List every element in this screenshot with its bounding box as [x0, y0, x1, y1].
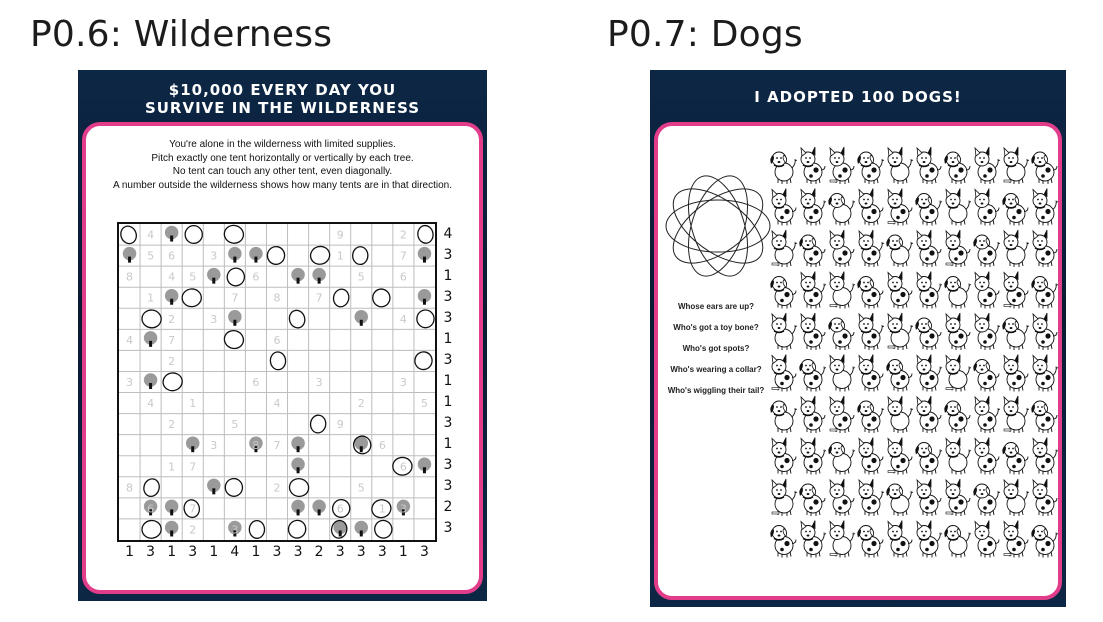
tree-icon — [291, 268, 304, 284]
column-clue: 3 — [272, 544, 282, 560]
dog-icon — [888, 147, 913, 184]
column-clue: 1 — [398, 544, 408, 560]
dog-icon — [801, 147, 825, 184]
question-label: Whose ears are up? — [677, 302, 755, 311]
dog-icon — [944, 401, 970, 433]
tree-icon — [291, 458, 304, 474]
tent-mark — [352, 246, 368, 264]
row-clue: 1 — [443, 373, 453, 389]
tent-mark — [287, 308, 306, 329]
faint-digit: 4 — [147, 397, 155, 411]
dog-icon — [946, 355, 971, 392]
dog-icon — [975, 189, 999, 226]
dog-icon — [973, 484, 1000, 516]
tree-icon — [123, 247, 136, 263]
faint-digit: 8 — [126, 481, 134, 495]
dog-icon — [917, 355, 942, 392]
dog-icon — [830, 272, 855, 309]
dog-icon — [772, 355, 796, 392]
dog-icon — [888, 189, 912, 226]
dog-icon — [1031, 526, 1058, 558]
faint-digit: 3 — [210, 249, 218, 263]
venn-diagram — [660, 168, 776, 284]
dog-icon — [1033, 313, 1057, 350]
dog-icon — [830, 147, 854, 184]
faint-digit: 6 — [336, 502, 344, 516]
tent-mark — [185, 225, 203, 244]
row-clue: 3 — [443, 351, 453, 368]
faint-digit: 8 — [273, 291, 281, 305]
tent-mark — [332, 288, 351, 309]
row-clue: 3 — [443, 457, 453, 474]
poster-title: I ADOPTED 100 DOGS! — [754, 88, 962, 106]
dog-icon — [828, 443, 855, 475]
dogs-poster — [650, 70, 1066, 607]
dog-icon — [857, 152, 884, 184]
dog-icon — [859, 438, 883, 475]
panel-heading: P0.7: Dogs — [607, 14, 803, 55]
faint-digit: 6 — [252, 270, 260, 284]
column-clue: 1 — [125, 544, 134, 560]
faint-digit: 3 — [210, 439, 218, 453]
tree-icon — [144, 373, 157, 389]
tree-icon — [355, 310, 368, 326]
dog-icon — [1031, 152, 1057, 184]
faint-digit: 4 — [273, 397, 281, 411]
tree-icon — [291, 500, 304, 516]
tent-mark — [222, 328, 246, 351]
faint-digit: 6 — [378, 439, 386, 453]
panel-heading: P0.6: Wilderness — [30, 14, 333, 55]
row-clue: 3 — [443, 478, 453, 495]
dog-icon — [801, 272, 826, 309]
dog-icon — [859, 230, 884, 267]
dog-icon — [828, 318, 854, 350]
column-clue: 1 — [251, 544, 261, 560]
column-clue: 3 — [356, 544, 366, 560]
dog-icon — [830, 521, 855, 558]
tent-mark — [142, 477, 162, 498]
instruction-line: No tent can touch any other tent, even diagonally. — [172, 166, 393, 177]
dog-icon — [975, 272, 999, 309]
dog-icon — [915, 318, 941, 350]
tent-mark — [249, 520, 264, 538]
dog-icon — [1033, 479, 1057, 516]
tent-mark — [417, 310, 434, 328]
row-clue: 3 — [443, 288, 453, 305]
dog-icon — [772, 230, 797, 267]
tent-mark — [224, 478, 243, 497]
tree-icon — [228, 310, 241, 326]
tent-mark — [182, 288, 202, 307]
dog-icon — [944, 277, 971, 309]
dog-icon — [801, 521, 826, 558]
tree-icon — [186, 436, 199, 452]
dog-icon — [973, 235, 1000, 267]
faint-digit: 7 — [273, 439, 281, 453]
faint-digit: 3 — [210, 312, 218, 326]
row-clue: 4 — [443, 225, 453, 242]
dog-icon — [1002, 194, 1028, 226]
faint-digit: 1 — [336, 249, 344, 263]
tent-mark — [119, 224, 139, 246]
column-clue: 3 — [146, 544, 156, 560]
dog-icon — [973, 360, 999, 392]
dog-icon — [946, 438, 971, 475]
tent-mark — [309, 244, 332, 266]
dog-icon — [1033, 355, 1058, 392]
dog-icon — [917, 230, 941, 267]
dog-icon — [830, 396, 854, 433]
dog-icon — [944, 526, 971, 558]
row-clue: 1 — [443, 436, 453, 453]
instruction-line: Pitch exactly one tent horizontally or vertically by each tree. — [151, 152, 414, 164]
dog-icon — [915, 443, 942, 475]
faint-digit: 5 — [147, 249, 155, 263]
dog-icon — [1031, 277, 1058, 309]
faint-digit: 4 — [126, 333, 134, 347]
faint-digit: 1 — [147, 291, 155, 305]
row-clue: 1 — [443, 394, 453, 411]
faint-digit: 2 — [399, 228, 407, 242]
tree-icon — [165, 500, 178, 516]
faint-digit: 6 — [252, 376, 260, 389]
dog-icon — [1004, 272, 1028, 309]
column-clue: 3 — [188, 544, 198, 560]
faint-digit: 6 — [147, 502, 155, 516]
dog-icon — [799, 235, 825, 267]
dog-icon — [975, 438, 999, 475]
tree-icon — [228, 247, 241, 263]
tent-mark — [413, 350, 433, 371]
tent-mark — [266, 246, 285, 266]
tent-mark — [270, 351, 287, 370]
dog-icon — [1033, 189, 1058, 226]
faint-digit: 2 — [168, 418, 176, 432]
row-clue: 1 — [443, 267, 453, 284]
dog-icon — [828, 194, 855, 226]
dog-icon — [1004, 230, 1029, 267]
dog-icon — [859, 355, 883, 392]
dog-icon — [1002, 443, 1028, 475]
tree-icon — [312, 268, 325, 284]
tent-mark — [310, 414, 327, 433]
column-clue: 1 — [209, 544, 219, 560]
faint-digit: 3 — [231, 523, 239, 537]
faint-digit: 1 — [378, 502, 386, 516]
dog-icon — [772, 189, 796, 226]
tree-icon — [165, 289, 178, 305]
dog-icon — [975, 396, 1000, 433]
faint-digit: 1 — [189, 397, 197, 411]
faint-digit: 3 — [126, 376, 134, 389]
tree-icon — [291, 436, 304, 452]
tent-mark — [286, 518, 307, 540]
dog-icon — [859, 189, 883, 226]
tent-mark — [371, 288, 391, 308]
faint-digit: 7 — [168, 333, 176, 347]
faint-digit: 4 — [147, 228, 155, 242]
dog-icon — [946, 230, 970, 267]
question-label: Who's wearing a collar? — [670, 365, 762, 374]
dog-icon — [917, 272, 942, 309]
tents-grid — [117, 222, 437, 542]
dog-icon — [1033, 438, 1058, 475]
row-clue: 3 — [443, 246, 453, 263]
question-label: Who's got a toy bone? — [673, 323, 759, 332]
dog-icon — [830, 230, 854, 267]
tree-icon — [165, 521, 178, 537]
dog-icon — [946, 189, 971, 226]
tent-mark — [141, 519, 162, 539]
dog-icon — [975, 147, 1000, 184]
dog-icon — [886, 360, 912, 392]
column-clue: 3 — [293, 544, 303, 560]
faint-digit: 1 — [168, 460, 176, 474]
faint-digit: 6 — [168, 249, 176, 263]
faint-digit: 5 — [420, 397, 428, 411]
faint-digit: 7 — [315, 291, 323, 305]
grid-lines — [119, 224, 435, 540]
dog-icon — [770, 401, 797, 433]
dog-icon — [770, 152, 797, 184]
faint-digit: 3 — [399, 502, 407, 516]
faint-digit: 5 — [231, 418, 239, 432]
row-clue: 3 — [443, 520, 453, 537]
dog-icon — [1004, 479, 1029, 516]
faint-digit: 6 — [399, 460, 407, 474]
faint-digit: 4 — [399, 312, 407, 326]
poster-title-line: SURVIVE IN THE WILDERNESS — [144, 99, 421, 117]
question-label: Who's got spots? — [682, 344, 750, 353]
dog-icon — [888, 521, 912, 558]
faint-digit: 2 — [168, 312, 176, 326]
faint-digit: 8 — [252, 439, 260, 453]
dog-icon — [801, 438, 826, 475]
faint-digit: 9 — [336, 418, 344, 432]
faint-digit: 2 — [357, 397, 365, 411]
wilderness-poster — [78, 70, 487, 601]
row-clue: 1 — [443, 330, 453, 347]
faint-digit: 6 — [399, 270, 407, 284]
tent-mark — [288, 477, 310, 498]
dog-icon — [770, 526, 796, 558]
column-clue: 3 — [335, 544, 345, 560]
faint-digit: 7 — [231, 291, 239, 305]
dog-icon — [801, 189, 826, 226]
row-clue: 3 — [443, 309, 453, 326]
column-clue: 2 — [314, 544, 324, 560]
instruction-line: You're alone in the wilderness with limited supplies. — [169, 139, 396, 150]
faint-digit: 4 — [168, 270, 176, 284]
dog-icon — [917, 521, 942, 558]
dog-icon — [886, 235, 913, 267]
poster-title — [78, 81, 487, 117]
column-clue: 3 — [377, 544, 387, 560]
faint-digit: 5 — [189, 270, 197, 284]
dog-icon — [801, 396, 825, 433]
faint-digit: 7 — [189, 502, 197, 516]
dog-icon — [886, 484, 913, 516]
tree-icon — [165, 226, 178, 242]
dog-icon — [1004, 147, 1029, 184]
tent-mark — [222, 224, 245, 245]
column-clue: 4 — [230, 544, 240, 560]
faint-digit: 7 — [189, 460, 197, 474]
tree-icon — [418, 289, 431, 305]
dog-icon — [888, 396, 913, 433]
dog-icon — [944, 152, 970, 184]
dog-icon — [801, 313, 825, 350]
faint-digit: 2 — [168, 354, 176, 368]
faint-digit: 2 — [189, 523, 197, 537]
faint-digit: 7 — [399, 249, 407, 263]
dog-icon — [888, 313, 913, 350]
tent-mark — [373, 519, 394, 540]
dog-icon — [772, 313, 797, 350]
instructions — [86, 138, 479, 192]
row-clue: 2 — [443, 499, 453, 516]
dog-icon — [857, 277, 883, 309]
dog-icon — [917, 479, 941, 516]
dog-icon — [946, 313, 970, 350]
puzzle-card — [82, 122, 483, 594]
dog-icon — [975, 313, 1000, 350]
dog-icon — [857, 401, 884, 433]
dog-icon — [1002, 318, 1029, 350]
tree-icon — [355, 521, 368, 537]
tent-mark — [141, 309, 162, 329]
dog-icon — [1031, 401, 1057, 433]
dog-icon — [1004, 355, 1028, 392]
faint-digit: 3 — [315, 376, 323, 389]
dog-icon — [1004, 396, 1029, 433]
dog-icon — [915, 194, 942, 226]
dog-icon — [888, 438, 912, 475]
tree-icon — [207, 268, 220, 284]
question-label: Who's wiggling their tail? — [667, 386, 765, 395]
dog-icon — [772, 438, 796, 475]
dogs-card — [654, 122, 1062, 600]
faint-digit: 8 — [126, 270, 134, 284]
tree-icon — [312, 500, 325, 516]
dog-icon — [772, 479, 797, 516]
dog-icon — [859, 313, 884, 350]
dogs-grid — [768, 146, 1058, 566]
dog-icon — [830, 479, 854, 516]
dog-icon — [799, 360, 826, 392]
dog-icon — [975, 521, 999, 558]
dog-icon — [1033, 230, 1057, 267]
row-clue: 3 — [443, 415, 453, 432]
faint-digit: 2 — [273, 481, 281, 495]
column-clue: 3 — [419, 544, 429, 560]
column-clue: 1 — [167, 544, 177, 560]
tree-icon — [144, 331, 157, 347]
dog-icon — [859, 479, 884, 516]
dog-icon — [888, 272, 912, 309]
faint-digit: 9 — [336, 228, 344, 242]
tree-icon — [418, 247, 431, 263]
faint-digit: 5 — [357, 481, 365, 495]
dog-icon — [917, 396, 941, 433]
poster-title-line: $10,000 EVERY DAY YOU — [168, 81, 397, 99]
tent-mark — [417, 224, 435, 244]
instruction-line: A number outside the wilderness shows how many tents are in that direction. — [112, 179, 453, 191]
faint-digit: 5 — [357, 270, 365, 284]
dog-icon — [1004, 521, 1028, 558]
dog-icon — [799, 484, 825, 516]
dog-icon — [857, 526, 883, 558]
dog-icon — [770, 277, 796, 309]
dog-icon — [917, 147, 941, 184]
tent-mark — [162, 371, 184, 392]
tent-mark — [225, 266, 247, 288]
tree-icon — [249, 247, 262, 263]
faint-digit: 3 — [399, 376, 407, 389]
tree-icon — [207, 479, 220, 495]
tree-icon — [418, 458, 431, 474]
dog-icon — [946, 479, 970, 516]
dog-icon — [830, 355, 855, 392]
faint-digit: 6 — [273, 333, 281, 347]
